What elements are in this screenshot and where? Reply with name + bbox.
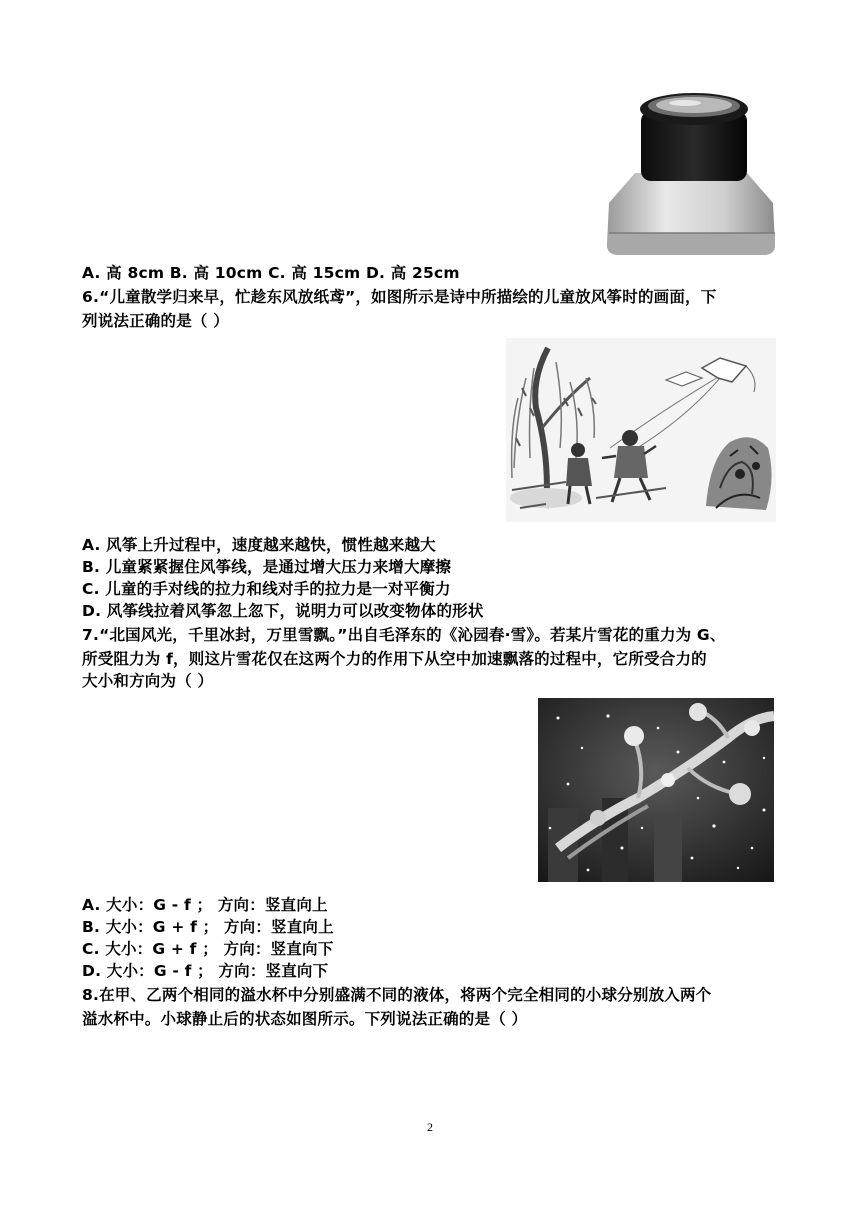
- q7-option-b: B. 大小：G + f ； 方向：竖直向上: [82, 918, 334, 936]
- q6-option-b: B. 儿童紧紧握住风筝线，是通过增大压力来增大摩擦: [82, 558, 452, 576]
- q7-stem-line-3: 大小和方向为（ ）: [82, 672, 214, 690]
- q7-stem-line-2: 所受阻力为 f，则这片雪花仅在这两个力的作用下从空中加速飘落的过程中，它所受合力的: [82, 650, 707, 668]
- q7-option-c: C. 大小：G + f ； 方向：竖直向下: [82, 940, 334, 958]
- q5-options: A. 高 8cm B. 高 10cm C. 高 15cm D. 高 25cm: [82, 264, 460, 282]
- q6-option-d: D. 风筝线拉着风筝忽上忽下，说明力可以改变物体的形状: [82, 602, 484, 620]
- q6-option-a: A. 风筝上升过程中，速度越来越快，惯性越来越大: [82, 536, 436, 554]
- kite-flying-illustration: [506, 338, 776, 522]
- snow-scene-photo: [538, 698, 774, 882]
- q8-stem-line-1: 8.在甲、乙两个相同的溢水杯中分别盛满不同的液体，将两个完全相同的小球分别放入两个: [82, 986, 712, 1004]
- q6-stem-line-2: 列说法正确的是（ ）: [82, 312, 229, 330]
- q7-stem-line-1: 7.“北国风光，千里冰封，万里雪飘。”出自毛泽东的《沁园春·雪》。若某片雪花的重力为 G、: [82, 626, 726, 644]
- q8-stem-line-2: 溢水杯中。小球静止后的状态如图所示。下列说法正确的是（ ）: [82, 1010, 528, 1028]
- q7-option-d: D. 大小：G - f ； 方向：竖直向下: [82, 962, 329, 980]
- q6-option-c: C. 儿童的手对线的拉力和线对手的拉力是一对平衡力: [82, 580, 451, 598]
- q6-stem-line-1: 6.“儿童散学归来早，忙趁东风放纸鸢”，如图所示是诗中所描绘的儿童放风筝时的画面，下: [82, 288, 717, 306]
- magnifier-image: [603, 85, 779, 261]
- q7-option-a: A. 大小：G - f ； 方向：竖直向上: [82, 896, 328, 914]
- page-number: 2: [427, 1120, 433, 1134]
